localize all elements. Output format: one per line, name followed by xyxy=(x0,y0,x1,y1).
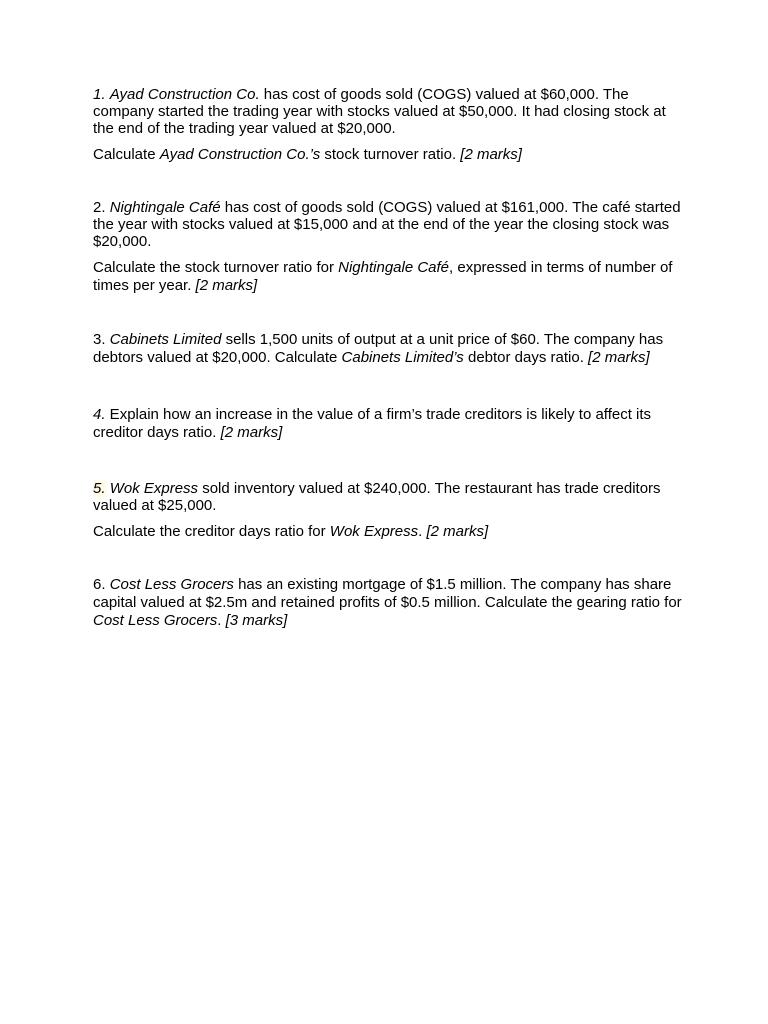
question-1-text: has cost of goods sold (COGS) valued at $60,000. The company started the trading year with stocks valued at $50,000. It had closing stock at the end of the trading year valued at $20,000. xyxy=(93,86,666,137)
question-3-company-2: Cabinets Limited’s xyxy=(341,349,464,366)
question-2-task-company: Nightingale Café xyxy=(338,259,450,276)
question-6-company: Cost Less Grocers xyxy=(109,576,234,593)
question-6 xyxy=(93,576,683,630)
question-3-text: sells 1,500 units of output at a unit price of $60. The company has debtors valued at $20,000. Calculate xyxy=(93,331,664,366)
question-2-task xyxy=(93,259,683,295)
question-5-task-suffix: . xyxy=(418,523,427,540)
question-1-number: 1. xyxy=(93,86,106,103)
question-5-task-prefix: Calculate the creditor days ratio for xyxy=(93,523,330,540)
question-5-text: sold inventory valued at $240,000. The restaurant has trade creditors valued at $25,000. xyxy=(93,480,661,514)
question-4-text: Explain how an increase in the value of a firm’s trade creditors is likely to affect its creditor days ratio. xyxy=(93,406,652,441)
question-2 xyxy=(93,199,683,250)
question-1 xyxy=(93,86,683,137)
question-1-task-suffix: stock turnover ratio. xyxy=(320,146,461,163)
question-1-marks: [2 marks] xyxy=(460,146,522,163)
question-6-text: has an existing mortgage of $1.5 million. The company has share capital valued at $2.5m and retained profits of $0.5 million. Calculate the gearing ratio for xyxy=(93,576,682,611)
question-6-company-2: Cost Less Grocers xyxy=(93,612,218,629)
question-5-company: Wok Express xyxy=(109,480,199,497)
question-5-marks: [2 marks] xyxy=(426,523,489,540)
question-2-task-prefix: Calculate the stock turnover ratio for xyxy=(93,259,339,276)
question-5-task xyxy=(93,523,683,541)
question-3-marks: [2 marks] xyxy=(588,349,650,366)
question-2-number: 2. xyxy=(93,199,106,216)
question-3-company: Cabinets Limited xyxy=(109,331,222,348)
question-4 xyxy=(93,406,683,442)
question-2-marks: [2 marks] xyxy=(195,277,258,294)
question-1-company: Ayad Construction Co. xyxy=(109,86,260,103)
question-1-task-prefix: Calculate xyxy=(93,146,160,163)
question-1-task xyxy=(93,146,683,164)
question-4-marks: [2 marks] xyxy=(220,424,283,441)
question-2-text: has cost of goods sold (COGS) valued at $161,000. The café started the year with stocks valued at $15,000 and at the end of the year the closing stock was $20,000. xyxy=(93,199,681,250)
question-4-number: 4. xyxy=(93,406,106,423)
question-2-company: Nightingale Café xyxy=(109,199,221,216)
question-3 xyxy=(93,331,683,367)
question-2-task-suffix: , expressed in terms of number of times per year. xyxy=(93,259,673,294)
question-5-number: 5. xyxy=(93,480,106,497)
document-body xyxy=(93,86,683,630)
question-3-text-2: debtor days ratio. xyxy=(463,349,589,366)
question-6-text-2: . xyxy=(217,612,226,629)
question-5 xyxy=(93,480,683,514)
question-5-task-company: Wok Express xyxy=(329,523,419,540)
question-6-number: 6. xyxy=(93,576,106,593)
question-1-task-company: Ayad Construction Co.’s xyxy=(159,146,321,163)
question-3-number: 3. xyxy=(93,331,106,348)
question-6-marks: [3 marks] xyxy=(225,612,288,629)
